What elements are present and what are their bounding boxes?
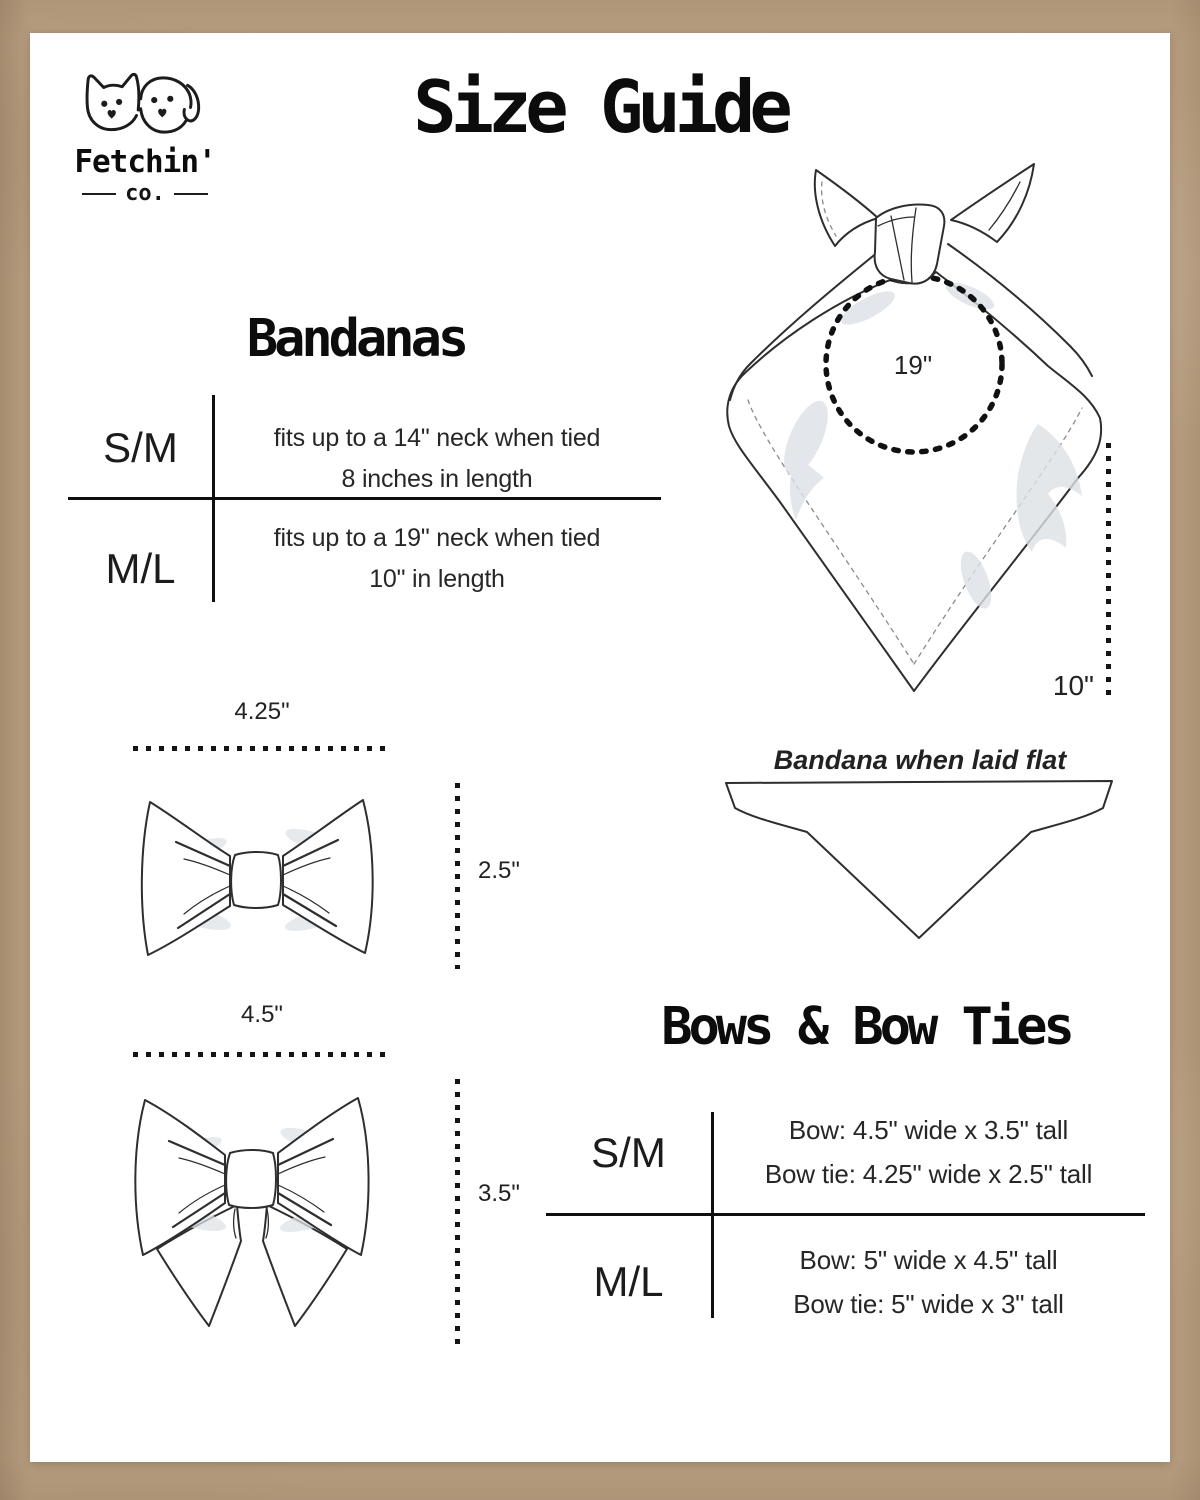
sailor-bow-illustration — [115, 1083, 395, 1335]
bow-tie-width-measure-line — [133, 746, 389, 751]
spec-line: Bow tie: 4.25" wide x 2.5" tall — [764, 1159, 1093, 1189]
flat-bandana-caption: Bandana when laid flat — [773, 745, 1067, 775]
bandana-length-label: 10" — [1052, 670, 1094, 701]
spec-line: Bow tie: 5" wide x 3" tall — [793, 1289, 1064, 1319]
dash-left — [82, 193, 116, 195]
spec-line: Bow: 5" wide x 4.5" tall — [799, 1245, 1058, 1275]
bows-heading: Bows & Bow Ties — [661, 997, 1071, 1057]
bows-size-sm: S/M — [591, 1129, 666, 1176]
bows-size-ml: M/L — [593, 1258, 664, 1305]
bandana-length-measure-line — [1106, 443, 1111, 699]
sailor-bow-height-measure-line — [455, 1079, 460, 1344]
bow-tie-height-label: 2.5" — [478, 857, 520, 884]
spec-line: fits up to a 19" neck when tied — [273, 524, 601, 552]
bow-tie-width-label: 4.25" — [234, 698, 290, 725]
brand-name: Fetchin' — [74, 144, 216, 180]
bows-spec-ml — [712, 1238, 1145, 1326]
bandanas-size-sm: S/M — [103, 424, 178, 471]
cat-dog-logo-icon — [80, 68, 210, 142]
bandanas-spec-sm — [213, 418, 661, 500]
bows-spec-sm — [712, 1108, 1145, 1196]
bow-tie-height-measure-line — [455, 783, 460, 969]
spec-line: 10" in length — [369, 565, 505, 593]
neck-circumference-label: 19" — [893, 350, 933, 380]
spec-line: 8 inches in length — [341, 465, 533, 493]
tied-bandana-illustration — [718, 156, 1113, 701]
bandanas-spec-ml — [213, 518, 661, 600]
sailor-bow-height-label: 3.5" — [478, 1180, 520, 1207]
flat-bandana-illustration — [723, 778, 1115, 950]
spec-line: Bow: 4.5" wide x 3.5" tall — [788, 1115, 1069, 1145]
dash-right — [174, 193, 208, 195]
bandanas-size-ml: M/L — [105, 545, 176, 592]
bow-tie-illustration — [118, 778, 396, 993]
bandanas-heading: Bandanas — [246, 309, 466, 369]
bows-table-hline — [546, 1213, 1145, 1216]
sailor-bow-width-label: 4.5" — [241, 1001, 283, 1028]
brand-suffix-row — [45, 181, 245, 206]
sailor-bow-width-measure-line — [133, 1052, 389, 1057]
spec-line: fits up to a 14" neck when tied — [273, 424, 601, 452]
page-title: Size Guide — [413, 65, 787, 149]
brand-suffix: co. — [125, 181, 165, 206]
